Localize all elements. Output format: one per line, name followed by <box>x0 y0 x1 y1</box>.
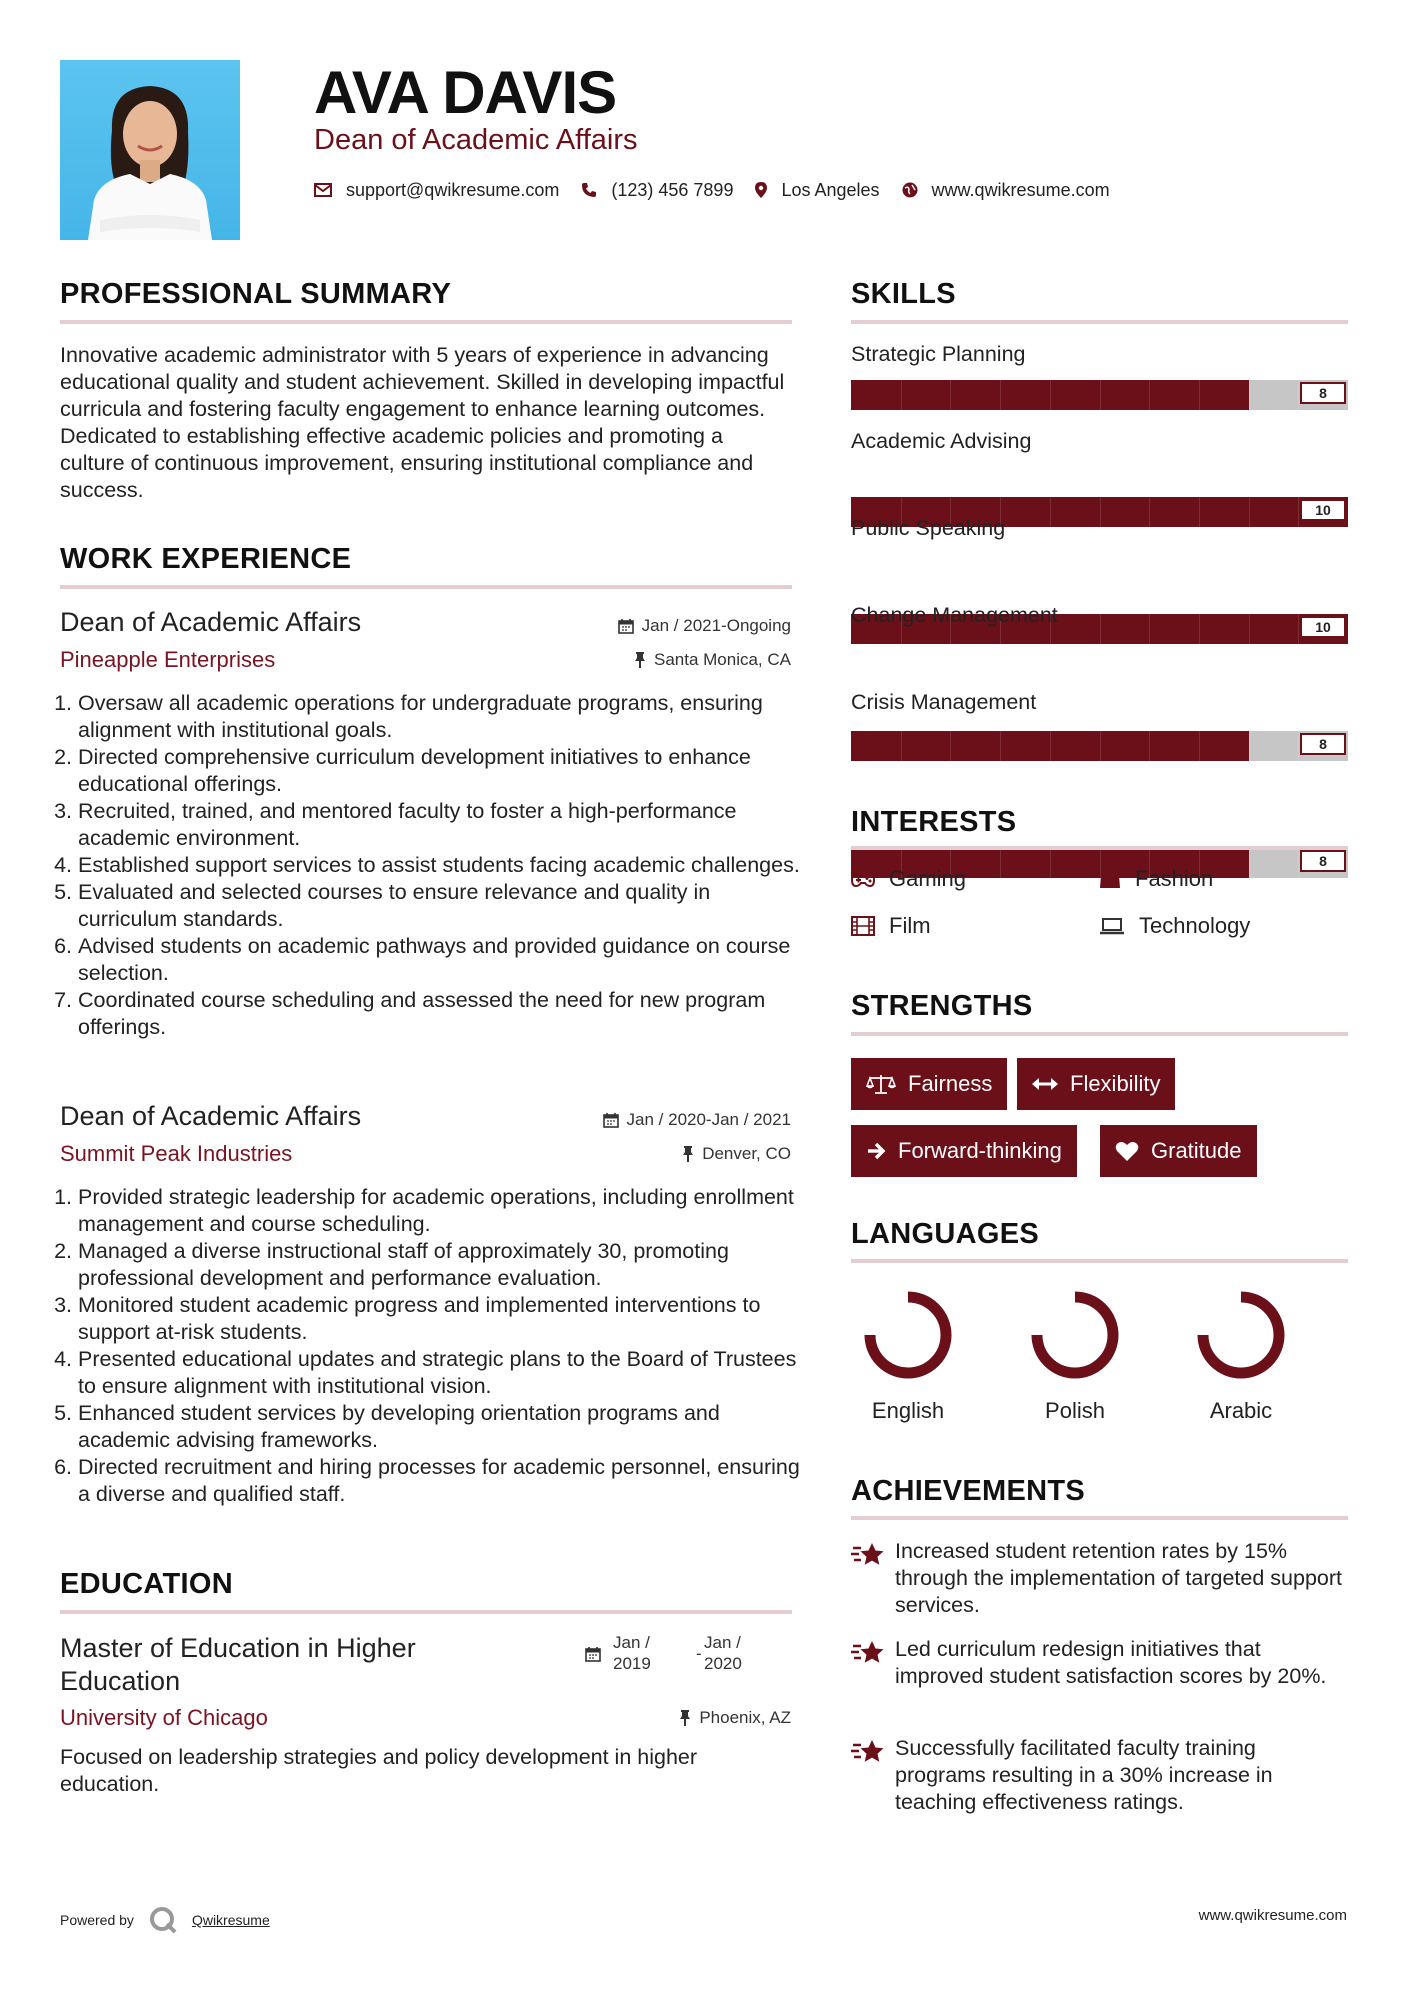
skill-bar-divider <box>1100 731 1101 761</box>
contact-email[interactable] <box>314 180 559 201</box>
strength-label: Fairness <box>908 1071 993 1096</box>
date-range-dash: - <box>696 1644 702 1663</box>
contact-location-text: Los Angeles <box>781 179 880 200</box>
work-divider <box>60 585 792 589</box>
skill-bar-divider <box>1249 848 1250 878</box>
achievements-heading: ACHIEVEMENTS <box>851 1475 1086 1507</box>
language-ring-arc <box>870 1297 946 1373</box>
profile-photo <box>60 60 240 240</box>
calendar-icon <box>603 1112 619 1128</box>
skill-bar-divider <box>1199 380 1200 410</box>
contact-phone-text: (123) 456 7899 <box>611 179 734 200</box>
skill-level-value: 8 <box>1300 733 1346 755</box>
contact-location <box>755 180 879 201</box>
list-item: 4. Established support services to assist students facing academic challenges. <box>78 852 806 879</box>
interests-divider <box>851 846 1348 850</box>
education-heading: EDUCATION <box>60 1568 233 1600</box>
contact-website[interactable] <box>902 180 1110 201</box>
skill-level-value: 8 <box>1300 382 1346 404</box>
job-location <box>491 1144 791 1164</box>
skill-level-value: 10 <box>1300 499 1346 521</box>
star-trophy-icon <box>851 1542 885 1568</box>
education-dates <box>585 1632 795 1676</box>
envelope-icon <box>314 183 332 197</box>
language-label: Arabic <box>1209 1398 1273 1423</box>
achievement-item <box>851 1636 1351 1690</box>
person-portrait-icon <box>60 60 240 240</box>
list-item: 1. Oversaw all academic operations for undergraduate programs, ensuring alignment with institutional goals. <box>78 690 806 744</box>
skill-bar-divider <box>1249 731 1250 761</box>
skill-bar-divider <box>1050 497 1051 527</box>
strength-flexibility <box>1017 1058 1175 1110</box>
skill-label: Crisis Management <box>851 690 1037 714</box>
summary-heading: PROFESSIONAL SUMMARY <box>60 278 452 310</box>
skill-label: Academic Advising <box>851 429 1032 453</box>
skill-bar-divider <box>1199 731 1200 761</box>
skill-bar-divider <box>1149 614 1150 644</box>
skill-label: Public Speaking <box>851 516 1006 540</box>
achievement-text: Led curriculum redesign initiatives that improved student satisfaction scores by 20%. <box>895 1637 1327 1688</box>
skill-bar-divider <box>1000 380 1001 410</box>
star-trophy-icon <box>851 1640 885 1666</box>
work-heading: WORK EXPERIENCE <box>60 543 352 575</box>
summary-divider <box>60 320 792 324</box>
interest-label: Gaming <box>889 866 967 891</box>
skill-bar <box>851 731 1348 761</box>
list-item: 2. Managed a diverse instructional staff of approximately 30, promoting professional development and performance evaluation. <box>78 1238 806 1292</box>
list-item: 4. Presented educational updates and strategic plans to the Board of Trustees to ensure alignment with institutional vision. <box>78 1346 806 1400</box>
skill-bar <box>851 380 1348 410</box>
heart-icon <box>1115 1141 1139 1162</box>
contact-phone[interactable] <box>581 180 733 201</box>
pushpin-icon <box>682 1146 694 1162</box>
arrows-horizontal-icon <box>1032 1077 1058 1091</box>
education-end-month: Jan / <box>704 1633 741 1652</box>
education-start-month: Jan / <box>613 1633 650 1652</box>
interest-label: Film <box>889 913 931 938</box>
list-item: 3. Monitored student academic progress and implemented interventions to support at-risk students. <box>78 1292 806 1346</box>
skill-level-value: 8 <box>1300 850 1346 872</box>
language-ring <box>858 1285 958 1385</box>
skill-bar-divider <box>950 731 951 761</box>
job-company: Pineapple Enterprises <box>60 647 276 672</box>
job-location-text: Denver, CO <box>702 1144 791 1163</box>
list-item: 5. Enhanced student services by developing orientation programs and academic advising frameworks. <box>78 1400 806 1454</box>
summary-text: Innovative academic administrator with 5 years of experience in advancing educational quality and student achievement. Skilled in developing impactful curricula and fostering faculty engagement to enhance learning outcomes. Dedicated to establishing effective academic policies and promoting a culture of continuous improvement, ensuring institutional compliance and success. <box>60 343 785 502</box>
job-dates <box>491 616 791 636</box>
job-location-text: Santa Monica, CA <box>653 650 791 669</box>
balance-scale-icon <box>866 1073 896 1095</box>
skill-level-value: 10 <box>1300 616 1346 638</box>
pushpin-icon <box>634 652 646 668</box>
interests-heading: INTERESTS <box>851 806 1017 838</box>
skill-bar-divider <box>1149 497 1150 527</box>
skill-bar-divider <box>1100 497 1101 527</box>
education-end <box>704 1632 742 1674</box>
skill-bar-divider <box>1149 380 1150 410</box>
job-bullets <box>60 690 806 1041</box>
achievement-item <box>851 1735 1351 1816</box>
contact-bar <box>314 176 1132 204</box>
job-title: Dean of Academic Affairs <box>60 1101 362 1131</box>
pushpin-icon <box>679 1710 691 1726</box>
education-location <box>491 1708 791 1728</box>
education-start <box>613 1632 651 1674</box>
skill-label: Strategic Planning <box>851 342 1026 366</box>
skill-bar-divider <box>1100 614 1101 644</box>
skill-bar-divider <box>1050 380 1051 410</box>
calendar-icon <box>585 1646 601 1662</box>
skill-bar-divider <box>1149 731 1150 761</box>
education-degree: Master of Education in Higher Education <box>60 1633 416 1696</box>
skill-bar-divider <box>950 380 951 410</box>
skill-bar-divider <box>901 380 902 410</box>
interest-gaming <box>851 866 966 892</box>
skill-bar-divider <box>1000 848 1001 878</box>
skill-bar-divider <box>1050 731 1051 761</box>
candidate-name: AVA DAVIS <box>314 59 617 126</box>
job-dates-text: Jan / 2020-Jan / 2021 <box>626 1110 791 1129</box>
list-item: 2. Directed comprehensive curriculum development initiatives to enhance educational offerings. <box>78 744 806 798</box>
education-start-year: 2019 <box>613 1654 651 1673</box>
skill-bar-divider <box>1249 497 1250 527</box>
contact-email-text: support@qwikresume.com <box>346 179 560 200</box>
skill-bar-divider <box>1199 497 1200 527</box>
language-ring-arc <box>1037 1297 1113 1373</box>
strength-label: Gratitude <box>1151 1138 1242 1163</box>
globe-icon <box>902 182 918 198</box>
list-item: 7. Coordinated course scheduling and assessed the need for new program offerings. <box>78 987 806 1041</box>
list-item: 3. Recruited, trained, and mentored faculty to foster a high-performance academic environment. <box>78 798 806 852</box>
languages-divider <box>851 1259 1348 1263</box>
candidate-title: Dean of Academic Affairs <box>314 124 638 156</box>
achievement-text: Successfully facilitated faculty training programs resulting in a 30% increase in teaching effectiveness ratings. <box>895 1736 1273 1814</box>
skills-heading: SKILLS <box>851 278 956 310</box>
list-item: 6. Directed recruitment and hiring processes for academic personnel, ensuring a diverse and qualified staff. <box>78 1454 806 1508</box>
footer-brand-link[interactable]: Qwikresume <box>191 1912 270 1928</box>
gamepad-icon <box>851 871 875 887</box>
job-company: Summit Peak Industries <box>60 1141 293 1166</box>
interest-label: Technology <box>1139 913 1251 938</box>
list-item: 1. Provided strategic leadership for academic operations, including enrollment management and course scheduling. <box>78 1184 806 1238</box>
education-location-text: Phoenix, AZ <box>699 1708 791 1727</box>
strength-fairness <box>851 1058 1007 1110</box>
calendar-icon <box>618 618 634 634</box>
achievement-item <box>851 1538 1351 1619</box>
strengths-divider <box>851 1032 1348 1036</box>
footer-powered <box>60 1905 270 1935</box>
job-location <box>491 650 791 670</box>
language-ring <box>1191 1285 1291 1385</box>
language-label: Polish <box>1045 1398 1105 1423</box>
language-ring <box>1025 1285 1125 1385</box>
interest-fashion <box>1099 866 1213 892</box>
achievements-divider <box>851 1516 1348 1520</box>
job-dates <box>491 1110 791 1130</box>
map-pin-icon <box>755 182 767 198</box>
skills-divider <box>851 320 1348 324</box>
skill-bar-divider <box>1050 848 1051 878</box>
job-bullets <box>60 1184 806 1508</box>
interest-label: Fashion <box>1135 866 1214 891</box>
skill-bar-divider <box>1100 380 1101 410</box>
phone-icon <box>581 182 597 198</box>
strength-gratitude <box>1100 1125 1257 1177</box>
skill-bar-divider <box>1249 614 1250 644</box>
skill-bar-divider <box>901 731 902 761</box>
interest-technology <box>1099 913 1250 939</box>
job-title: Dean of Academic Affairs <box>60 607 362 637</box>
footer-url[interactable]: www.qwikresume.com <box>1198 1907 1347 1924</box>
contact-website-text: www.qwikresume.com <box>931 179 1110 200</box>
qwikresume-logo-icon <box>148 1905 178 1935</box>
strength-forward-thinking <box>851 1125 1077 1177</box>
skill-bar-divider <box>1249 380 1250 410</box>
strength-label: Flexibility <box>1070 1071 1161 1096</box>
interest-film <box>851 913 931 939</box>
skill-label: Change Management <box>851 603 1058 627</box>
list-item: 5. Evaluated and selected courses to ensure relevance and quality in curriculum standards. <box>78 879 806 933</box>
language-label: English <box>871 1398 945 1423</box>
laptop-icon <box>1099 917 1125 935</box>
language-ring-arc <box>1203 1297 1279 1373</box>
languages-heading: LANGUAGES <box>851 1218 1039 1250</box>
strengths-heading: STRENGTHS <box>851 990 1033 1022</box>
job-dates-text: Jan / 2021-Ongoing <box>641 616 791 635</box>
education-divider <box>60 1610 792 1614</box>
star-trophy-icon <box>851 1739 885 1765</box>
film-icon <box>851 916 875 936</box>
shopping-bag-icon <box>1099 869 1121 889</box>
list-item: 6. Advised students on academic pathways and provided guidance on course selection. <box>78 933 806 987</box>
skill-bar-divider <box>1000 731 1001 761</box>
skill-bar-divider <box>1199 614 1200 644</box>
arrow-right-icon <box>866 1142 886 1160</box>
education-end-year: 2020 <box>704 1654 742 1673</box>
education-school: University of Chicago <box>60 1705 268 1730</box>
footer-powered-label: Powered by <box>60 1912 134 1928</box>
strength-label: Forward-thinking <box>898 1138 1062 1163</box>
achievement-text: Increased student retention rates by 15% through the implementation of targeted support services. <box>895 1539 1343 1617</box>
education-description: Focused on leadership strategies and policy development in higher education. <box>60 1745 698 1796</box>
